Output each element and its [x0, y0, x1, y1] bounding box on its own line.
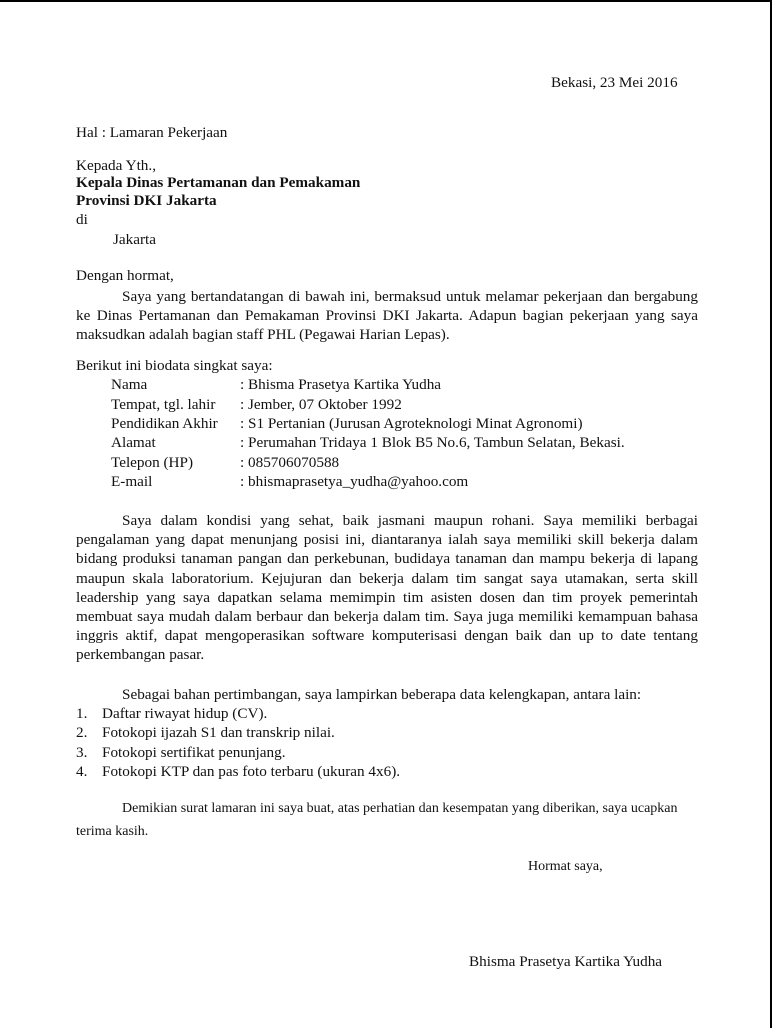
bio-value-pendidikan: : S1 Pertanian (Jurusan Agroteknologi Minat Agronomi) [240, 415, 583, 432]
bio-label-telepon: Telepon (HP) [111, 454, 194, 471]
closing-paragraph: Demikian surat lamaran ini saya buat, atas perhatian dan kesempatan yang diberikan, saya ucapkan terima kasih. [76, 801, 678, 839]
attachment-number: 2. [76, 724, 88, 741]
recipient-salutation: Kepada Yth., [76, 157, 156, 174]
bio-value-email: : bhismaprasetya_yudha@yahoo.com [240, 473, 469, 490]
greeting: Dengan hormat, [76, 267, 174, 284]
recipient-line-1: Kepala Dinas Pertamanan dan Pemakaman [76, 174, 361, 191]
attachment-item: Fotokopi sertifikat penunjang. [102, 744, 286, 761]
recipient-di: di [76, 211, 88, 228]
attachment-number: 1. [76, 705, 88, 722]
attachment-number: 4. [76, 763, 88, 780]
attachment-item: Daftar riwayat hidup (CV). [102, 705, 268, 722]
attachments-intro: Sebagai bahan pertimbangan, saya lampirkan beberapa data kelengkapan, antara lain: [122, 686, 642, 703]
bio-value-ttl: : Jember, 07 Oktober 1992 [240, 396, 402, 413]
bio-intro: Berikut ini biodata singkat saya: [76, 357, 273, 374]
signer-name: Bhisma Prasetya Kartika Yudha [469, 953, 663, 970]
bio-value-alamat: : Perumahan Tridaya 1 Blok B5 No.6, Tambun Selatan, Bekasi. [240, 434, 625, 451]
subject-line: Hal : Lamaran Pekerjaan [76, 124, 228, 141]
bio-label-email: E-mail [111, 473, 153, 490]
intro-paragraph: Saya yang bertandatangan di bawah ini, bermaksud untuk melamar pekerjaan dan bergabung ke Dinas Pertamanan dan Pemakaman Provinsi DKI Jakarta. Adapun bagian pekerjaan yang saya maksudkan adalah bagian staff PHL (Pegawai Harian Lepas). [76, 288, 698, 344]
bio-label-alamat: Alamat [111, 434, 156, 451]
place-date: Bekasi, 23 Mei 2016 [551, 74, 678, 91]
bio-label-pendidikan: Pendidikan Akhir [111, 415, 218, 432]
recipient-city: Jakarta [113, 231, 157, 248]
regards: Hormat saya, [528, 859, 603, 874]
bio-label-nama: Nama [111, 376, 148, 393]
recipient-line-2: Provinsi DKI Jakarta [76, 192, 217, 209]
attachment-item: Fotokopi KTP dan pas foto terbaru (ukuran 4x6). [102, 763, 401, 780]
attachment-item: Fotokopi ijazah S1 dan transkrip nilai. [102, 724, 335, 741]
bio-value-telepon: : 085706070588 [240, 454, 340, 471]
attachment-number: 3. [76, 744, 88, 761]
bio-value-nama: : Bhisma Prasetya Kartika Yudha [240, 376, 442, 393]
body-paragraph: Saya dalam kondisi yang sehat, baik jasmani maupun rohani. Saya memiliki berbagai pengalaman yang dapat menunjang posisi ini, diantaranya ialah saya memiliki skill bekerja dalam bidang produksi tanaman pangan dan perkebunan, budidaya tanaman dan mampu bekerja di lapang maupun skala laboratorium. Kejujuran dan bekerja dalam tim sangat saya utamakan, serta skill leadership yang saya dapatkan selama memimpin tim asisten dosen dan tim proyek pemerintah membuat saya mudah dalam berbaur dan bekerja dalam tim. Saya juga memiliki kemampuan bahasa inggris aktif, dapat mengoperasikan software komputerisasi dengan baik dan up to date tentang perkembangan pasar. [76, 512, 698, 664]
bio-label-ttl: Tempat, tgl. lahir [111, 396, 216, 413]
